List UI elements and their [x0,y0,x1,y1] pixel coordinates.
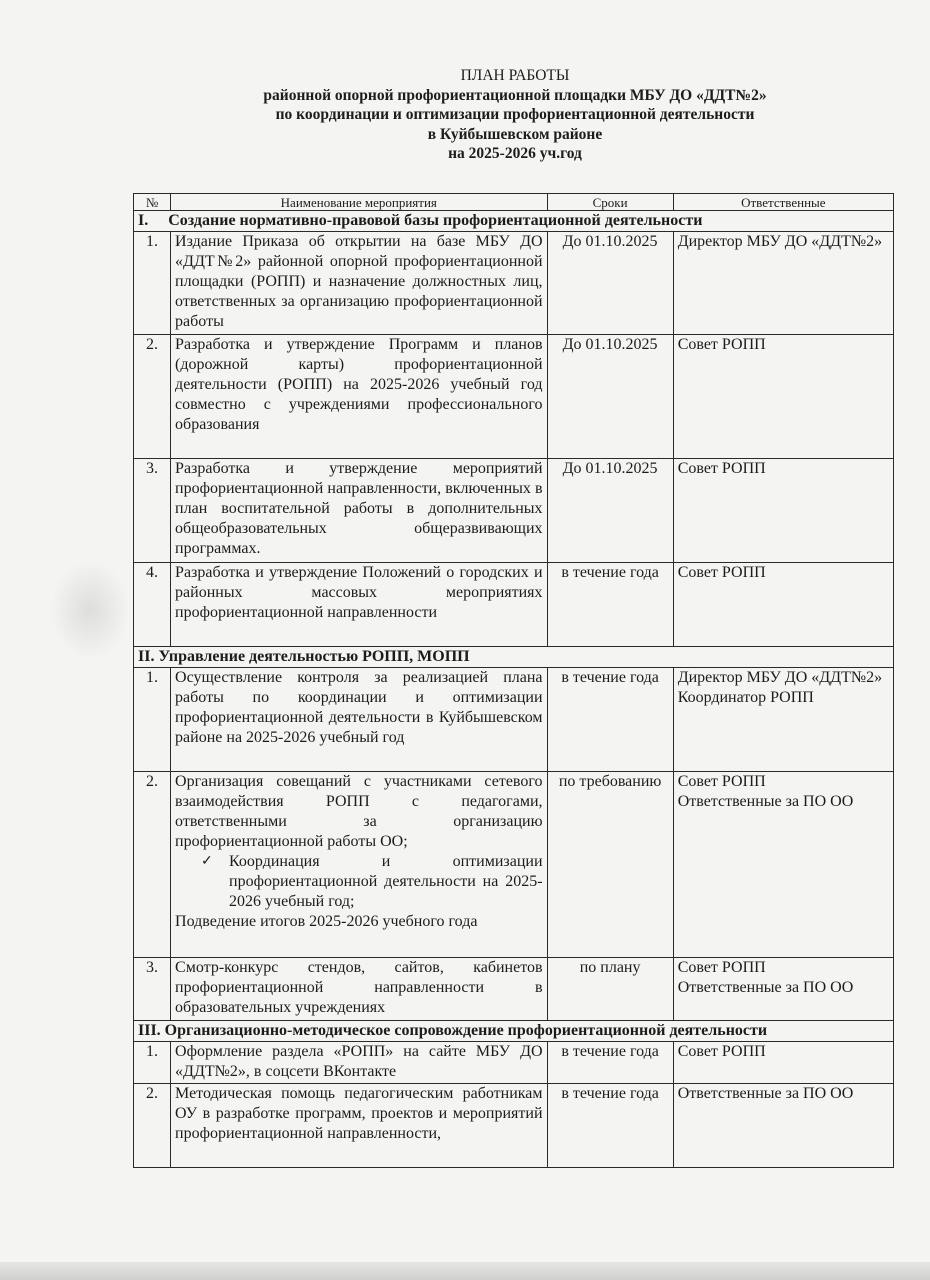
event-date: в течение года [547,1042,673,1084]
event-responsible [673,958,893,1021]
section-title: I. Создание нормативно-правовой базы профориентационной деятельности [134,211,894,232]
row-number: 2. [134,335,171,459]
row-number: 1. [134,232,171,335]
event-date: по плану [547,958,673,1021]
table-header-row [134,194,894,211]
title-line-3: по координации и оптимизации профориентационной деятельности [275,106,755,123]
table-row [134,668,894,772]
responsible-line: Совет РОПП [677,959,766,976]
responsible-line: Совет РОПП [677,773,766,790]
responsible-line: Ответственные за ПО ОО [677,793,854,810]
event-name: Смотр-конкурс стендов, сайтов, кабинетов профориентационной направленности в образовательных учреждениях [171,958,547,1021]
row-number: 3. [134,459,171,563]
event-responsible: Совет РОПП [673,335,893,459]
header-resp: Ответственные [673,194,893,211]
event-date: в течение года [547,668,673,772]
document-title [0,66,930,164]
title-line-5: на 2025-2026 уч.год [448,145,582,162]
event-responsible: Совет РОПП [673,1042,893,1084]
row-number: 2. [134,1084,171,1168]
event-name: Организация совещаний с участниками сетевого взаимодействия РОПП с педагогами, ответственными за организацию профориентационной работы ОО; ✓ Координация и оптимизации профориентационной деятельности на 2025-2026 учебный год; Подведение итогов 2025-2026 учебного года [171,772,547,958]
section-header-row [134,1021,894,1042]
event-responsible: Совет РОПП [673,563,893,647]
responsible-line: Ответственные за ПО ОО [677,979,854,996]
event-date: До 01.10.2025 [547,232,673,335]
row-number: 2. [134,772,171,958]
event-date: по требованию [547,772,673,958]
section-title: III. Организационно-методическое сопровождение профориентационной деятельности [134,1021,894,1042]
responsible-line: Координатор РОПП [677,689,814,706]
event-name: Оформление раздела «РОПП» на сайте МБУ ДО «ДДТ№2», в соцсети ВКонтакте [171,1042,547,1084]
row-number: 3. [134,958,171,1021]
table-row [134,1042,894,1084]
title-line-4: в Куйбышевском районе [427,125,603,143]
table-row [134,459,894,563]
event-name: Издание Приказа об открытии на базе МБУ ДО «ДДТ№2» районной опорной профориентационной площадки (РОПП) и назначение должностных лиц, ответственных за организацию профориентационной работы [171,232,547,335]
table-row [134,563,894,647]
table-row [134,232,894,335]
row-number: 4. [134,563,171,647]
event-date: До 01.10.2025 [547,335,673,459]
header-num: № [134,194,171,211]
scan-smudge [50,560,130,660]
header-date: Сроки [547,194,673,211]
event-name: Разработка и утверждение Программ и планов (дорожной карты) профориентационной деятельности (РОПП) на 2025-2026 учебный год совместно с учреждениями профессионального образования [171,335,547,459]
table-row [134,335,894,459]
checklist-item: ✓ Координация и оптимизации профориентационной деятельности на 2025-2026 учебный год; [201,853,543,910]
responsible-line: Директор МБУ ДО «ДДТ№2» [677,669,883,686]
event-responsible: Директор МБУ ДО «ДДТ№2» [673,232,893,335]
checkmark-icon: ✓ [201,854,213,869]
event-responsible [673,668,893,772]
event-date: в течение года [547,1084,673,1168]
row-number: 1. [134,1042,171,1084]
title-line-2: районной опорной профориентационной площадки МБУ ДО «ДДТ№2» [263,86,767,104]
event-name: Осуществление контроля за реализацией плана работы по координации и оптимизации профориентационной деятельности в Куйбышевском районе на 2025-2026 учебный год [171,668,547,772]
row-number: 1. [134,668,171,772]
event-date: в течение года [547,563,673,647]
event-responsible: Ответственные за ПО ОО [673,1084,893,1168]
event-name: Разработка и утверждение Положений о городских и районных массовых мероприятиях профориентационной направленности [171,563,547,647]
section-title: II. Управление деятельностью РОПП, МОПП [134,647,894,668]
event-name: Методическая помощь педагогическим работникам ОУ в разработке программ, проектов и мероприятий профориентационной направленности, [171,1084,547,1168]
event-date: До 01.10.2025 [547,459,673,563]
table-row [134,772,894,958]
event-responsible: Совет РОПП [673,459,893,563]
event-name: Разработка и утверждение мероприятий профориентационной направленности, включенных в план воспитательной работы в дополнительных общеобразовательных общеразвивающих программах. [171,459,547,563]
section-header-row [134,647,894,668]
table-row [134,958,894,1021]
table-row [134,1084,894,1168]
section-header-row [134,211,894,232]
plan-table [133,193,894,1168]
scan-edge-shadow [0,1262,930,1280]
event-name-tail: Подведение итогов 2025-2026 учебного года [175,913,478,930]
event-responsible [673,772,893,958]
title-line-1: ПЛАН РАБОТЫ [460,67,570,84]
header-name: Наименование мероприятия [171,194,547,211]
